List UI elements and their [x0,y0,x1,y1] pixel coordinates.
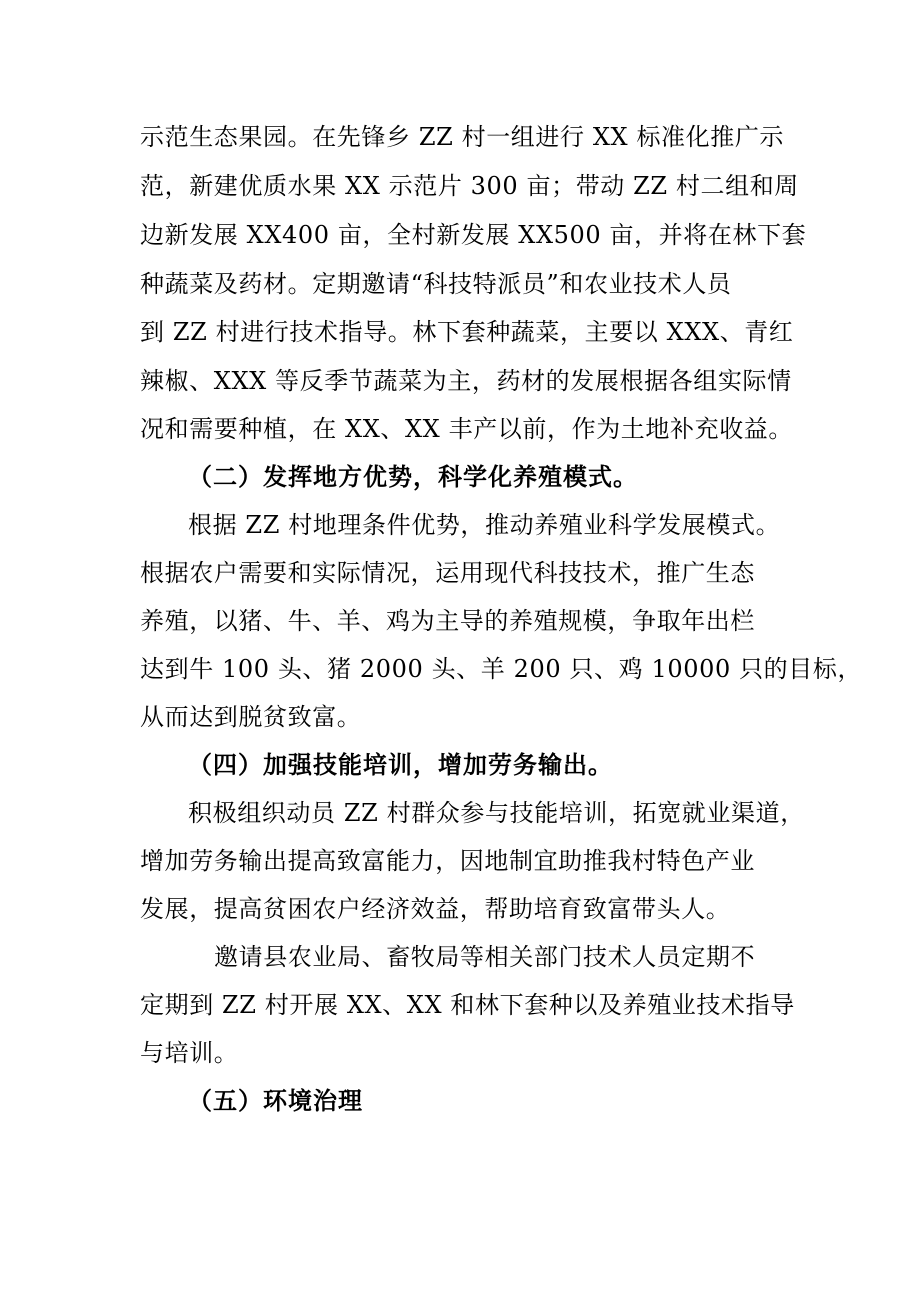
section-heading: （四）加强技能培训，增加劳务输出。 [188,751,613,779]
body-line: 到 ZZ 村进行技术指导。林下套种蔬菜，主要以 XXX、青红 [140,318,794,346]
body-line: 增加劳务输出提高致富能力，因地制宜助推我村特色产业 [140,847,755,875]
body-line: 辣椒、XXX 等反季节蔬菜为主，药材的发展根据各组实际情 [140,367,792,395]
section-heading: （五）环境治理 [188,1087,363,1115]
body-line: 从而达到脱贫致富。 [140,703,362,731]
body-line: 根据农户需要和实际情况，运用现代科技技术，推广生态 [140,559,755,587]
body-line: 边新发展 XX400 亩，全村新发展 XX500 亩，并将在林下套 [140,221,807,249]
body-line: 发展，提高贫困农户经济效益，帮助培育致富带头人。 [140,895,731,923]
body-line: 与培训。 [140,1039,239,1067]
body-line: 定期到 ZZ 村开展 XX、XX 和林下套种以及养殖业技术指导 [140,991,795,1019]
body-line: 邀请县农业局、畜牧局等相关部门技术人员定期不 [214,943,756,971]
section-heading: （二）发挥地方优势，科学化养殖模式。 [188,463,638,491]
body-line: 养殖，以猪、牛、羊、鸡为主导的养殖规模，争取年出栏 [140,607,755,635]
body-line: 积极组织动员 ZZ 村群众参与技能培训，拓宽就业渠道， [188,799,805,827]
body-line: 范，新建优质水果 XX 示范片 300 亩；带动 ZZ 村二组和周 [140,172,799,200]
body-line: 况和需要种植，在 XX、XX 丰产以前，作为土地补充收益。 [140,415,793,443]
body-line: 达到牛 100 头、猪 2000 头、羊 200 只、鸡 10000 只的目标， [140,655,863,683]
body-line: 种蔬菜及药材。定期邀请“科技特派员”和农业技术人员 [140,270,732,298]
body-line: 根据 ZZ 村地理条件优势，推动养殖业科学发展模式。 [188,511,781,539]
body-line: 示范生态果园。在先锋乡 ZZ 村一组进行 XX 标准化推广示 [140,123,785,151]
